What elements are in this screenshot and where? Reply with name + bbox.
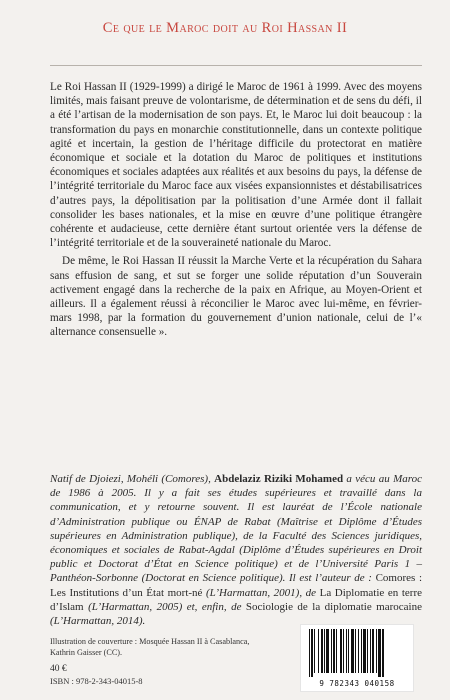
barcode-bar xyxy=(314,629,315,673)
barcode-bar xyxy=(382,629,384,677)
barcode-bar xyxy=(336,629,337,673)
barcode-bar xyxy=(358,629,359,673)
book-title: Ce que le Maroc doit au Roi Hassan II xyxy=(102,20,348,36)
blurb-paragraph-1: Le Roi Hassan II (1929-1999) a dirigé le Maroc de 1961 à 1999. Avec des moyens limités, mais faisant preuve de volontarisme, de détermination et de sens du défi, il a été l’artisan de la modernisation de son pays. Et, le Maroc lui doit beaucoup : la transformation du pays en monarchie constitutionnelle, dans un contexte politique agité et incertain, la gestion de l’héritage difficile du protectorat en matière économique et sociale et la dotation du Maroc de politiques et institutions économiques et sociales adaptées aux réalités et aux besoins du pays, la défense de l’intégrité territoriale du Maroc face aux visées expansionnistes et déstabilisatrices d’autres pays, la dépolitisation par la politisation d’une Armée dont il fallait consolider les bases nationales, et la mise en œuvre d’une politique étrangère cohérente et audacieuse, cette dernière étant surtout orientée vers la défense de l’intégrité territoriale et de la souveraineté nationale du Maroc. xyxy=(50,81,422,250)
barcode xyxy=(300,624,414,692)
book-publisher-2: (L’Harmattan, 2005) et, enfin, de xyxy=(83,600,246,613)
barcode-bars xyxy=(307,629,407,677)
credit-line-1: Illustration de couverture : Mosquée Hassan II à Casablanca, xyxy=(50,637,250,646)
barcode-bar xyxy=(331,629,332,673)
title-divider xyxy=(50,65,422,66)
credit-line-2: Kathrin Gaisser (CC). xyxy=(50,648,123,657)
barcode-bar xyxy=(311,629,313,677)
barcode-bar xyxy=(367,629,368,673)
barcode-bar xyxy=(326,629,329,673)
barcode-bar xyxy=(372,629,374,673)
barcode-bar xyxy=(361,629,362,673)
barcode-bar xyxy=(348,629,349,673)
barcode-bar xyxy=(355,629,356,673)
barcode-bar xyxy=(351,629,354,673)
price: 40 € xyxy=(50,664,67,674)
book-title-2: La Diplomatie en terre d’Islam xyxy=(50,586,422,613)
isbn: ISBN : 978-2-343-04015-8 xyxy=(50,676,143,686)
barcode-bar xyxy=(370,629,371,673)
book-publisher-1: (L’Harmattan, 2001), de xyxy=(202,586,320,599)
barcode-bar xyxy=(318,629,319,673)
barcode-bar xyxy=(343,629,344,673)
cover-credit xyxy=(50,636,249,658)
barcode-bar xyxy=(340,629,342,673)
bio-text: a vécu au Maroc de 1986 à 2005. Il y a fait ses études supérieures et travaillé dans la communication, et y retourne souvent. Il est lauréat de l’École nationale d’Administration publique ou ÉNAP de Rabat (Maîtrise et Diplôme d’Études supérieures en Administration publique), de la Faculté des Sciences juridiques, économiques et sociales de Rabat-Agdal (Diplôme d’Études supérieures en Droit public et Doctorat d’État en Science politique) et de l’Université Paris 1 – Panthéon-Sorbonne (Doctorat en Science politique). Il est l’auteur de : xyxy=(50,473,423,585)
barcode-digits: 9 782343 040158 xyxy=(319,679,395,688)
book-publisher-3: (L’Harmattan, 2014). xyxy=(50,615,146,628)
book-title-1: Comores : Les Institutions d’un État mort-né xyxy=(50,572,422,599)
barcode-bar xyxy=(333,629,335,673)
barcode-bar xyxy=(376,629,377,673)
barcode-bar xyxy=(363,629,366,673)
author-name: Abdelaziz Riziki Mohamed xyxy=(214,473,344,485)
barcode-bar xyxy=(378,629,381,677)
barcode-bar xyxy=(309,629,310,677)
barcode-bar xyxy=(324,629,325,673)
blurb-paragraph-2: De même, le Roi Hassan II réussit la Marche Verte et la récupération du Sahara sans effusion de sang, et sut se forger une solide réputation d’un Souverain activement engagé dans la recherche de la paix en Afrique, au Moyen-Orient et ailleurs. Il a également réussi à réconcilier le Maroc avec lui-même, en février-mars 1998, par la formation du gouvernement d’union nationale, celui de l’« alternance consensuelle ». xyxy=(50,255,422,339)
author-bio xyxy=(50,472,422,628)
barcode-bar xyxy=(346,629,347,673)
bio-intro: Natif de Djoiezi, Mohéli (Comores), xyxy=(50,473,215,485)
book-title-3: Sociologie de la diplomatie marocaine xyxy=(245,600,422,613)
barcode-bar xyxy=(321,629,323,673)
blurb xyxy=(50,80,422,344)
